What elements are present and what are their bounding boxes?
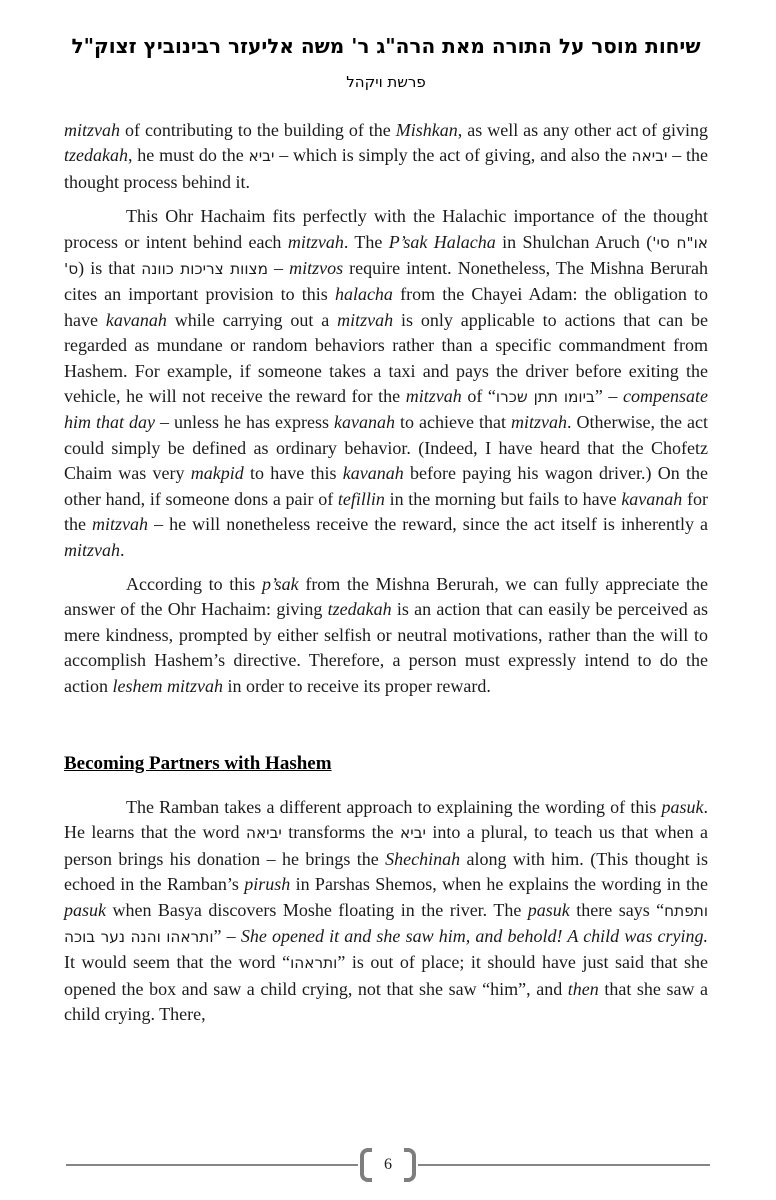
text-segment: ” –	[213, 925, 241, 946]
italic-text: mitzvah	[92, 514, 149, 535]
footer-rule-left	[66, 1164, 358, 1166]
text-segment: in Shulchan Aruch (	[495, 231, 653, 252]
hebrew-text: יביאה	[631, 147, 668, 166]
page-footer	[66, 1146, 710, 1184]
text-segment: . He learns that the word	[64, 796, 708, 843]
text-segment: It would seem that the word “	[64, 952, 291, 973]
text-segment: require intent. Nonetheless, The Mishna Berurah cites an important provision to this	[64, 258, 708, 305]
paragraph-2	[64, 204, 708, 563]
text-segment: there says “	[569, 899, 665, 920]
paragraph-1	[64, 118, 708, 195]
italic-text: pasuk	[527, 899, 570, 920]
italic-text: tefillin	[337, 488, 385, 509]
document-body	[64, 118, 708, 1028]
text-segment: – the thought process behind it.	[64, 145, 708, 192]
text-segment: along with him. (This thought is echoed in the Ramban’s	[64, 848, 708, 895]
hebrew-text: יביא	[248, 147, 275, 166]
text-segment: in order to receive its proper reward.	[222, 675, 491, 696]
text-segment: ” –	[594, 386, 624, 407]
page-header-hebrew-title: שיחות מוסר על התורה מאת הרה"ג ר' משה אליעזר רבינוביץ זצוק"ל	[71, 34, 701, 58]
italic-text: kavanah	[621, 488, 683, 509]
italic-text: tzedakah	[327, 599, 392, 620]
text-segment: to achieve that	[395, 412, 512, 433]
italic-text: then	[567, 978, 599, 999]
paragraph-4	[64, 795, 708, 1028]
text-segment: for the	[64, 488, 708, 535]
hebrew-text: ביומו תתן שכרו	[495, 388, 595, 407]
text-segment: . Otherwise, the act could simply be defined as ordinary behavior. (Indeed, I have heard that the Chofetz Chaim was very	[64, 412, 709, 484]
text-segment: This Ohr Hachaim fits perfectly with the Halachic importance of the thought process or intent behind each	[64, 206, 708, 252]
parsha-subtitle: פרשת ויקהל	[346, 73, 426, 91]
hebrew-text: מצוות צריכות כוונה	[141, 260, 268, 279]
text-segment: is only applicable to actions that can be regarded as mundane or random behaviors rather than a specific commandment from Hashem. For example, if someone takes a taxi and pays the driver before exiting the vehicle, he will not receive the reward for the	[64, 309, 708, 407]
italic-text: leshem mitzvah	[112, 675, 223, 696]
text-segment: The Ramban takes a different approach to explaining the wording of this	[126, 796, 662, 817]
hebrew-text: ותפתח ותראהו והנה נער בוכה	[64, 901, 708, 946]
italic-text: mitzvah	[64, 120, 120, 140]
text-segment: from the Chayei Adam: the obligation to have	[64, 284, 708, 330]
hebrew-text: יביא	[400, 824, 426, 843]
page-number-bracket-right	[404, 1148, 416, 1182]
text-segment: while carrying out a	[166, 309, 338, 330]
text-segment: , he must do the	[127, 145, 249, 166]
text-segment: into a plural, to teach us that when a person brings his donation – he brings the	[64, 822, 708, 869]
text-segment: before paying his wagon driver.) On the other hand, if someone dons a pair of	[64, 463, 708, 509]
italic-text: pasuk	[661, 796, 704, 817]
italic-text: pirush	[244, 874, 291, 895]
text-segment: transforms the	[281, 822, 401, 843]
text-segment: . The	[343, 231, 389, 252]
italic-text: makpid	[190, 463, 244, 484]
text-segment: of contributing to the building of the	[120, 120, 396, 140]
text-segment: when Basya discovers Moshe floating in the river. The	[106, 899, 528, 920]
page-number: 6	[384, 1156, 392, 1173]
text-segment: , as well as any other act of giving	[457, 120, 708, 140]
italic-text: mitzvah	[405, 386, 462, 407]
italic-text: tzedakah	[64, 145, 128, 166]
text-segment: that she saw a child crying. There,	[64, 978, 708, 1025]
italic-text: compensate him that day	[64, 386, 709, 433]
italic-text: mitzvos	[289, 258, 344, 279]
text-segment: ” is out of place; it should have just said that she opened the box and saw a child crying, not that she saw “him”, and	[64, 952, 708, 999]
italic-text: halacha	[334, 284, 393, 305]
page-number-bracket-left	[360, 1148, 372, 1182]
text-segment: .	[120, 539, 125, 560]
italic-text: Mishkan	[395, 120, 458, 140]
text-segment: from the Mishna Berurah, we can fully appreciate the answer of the Ohr Hachaim: giving	[64, 573, 708, 620]
text-segment: of “	[461, 386, 496, 407]
text-segment: is an action that can easily be perceived as mere kindness, prompted by either selfish or neutral motivations, rather than the will to accomplish Hashem’s directive. Therefore, a person must expressly intend to do the action	[64, 599, 708, 696]
footer-rule-right	[418, 1164, 710, 1166]
italic-text: mitzvah	[511, 412, 568, 433]
text-segment: to have this	[243, 463, 343, 484]
italic-text: kavanah	[105, 309, 167, 330]
text-segment: – which is simply the act of giving, and also the	[274, 145, 632, 166]
text-segment: According to this	[126, 573, 262, 594]
italic-text: Shechinah	[385, 848, 461, 869]
hebrew-text: או"ח סי' ס'	[64, 233, 708, 279]
italic-text: mitzvah	[287, 231, 344, 252]
italic-text: p’sak	[261, 573, 299, 594]
paragraph-3	[64, 572, 708, 699]
section-heading: Becoming Partners with Hashem	[64, 752, 332, 774]
text-segment: in Parshas Shemos, when he explains the wording in the	[290, 874, 708, 895]
italic-text: kavanah	[342, 463, 404, 484]
italic-text: pasuk	[64, 899, 106, 920]
text-segment: ) is that	[78, 258, 142, 279]
italic-text: mitzvah	[64, 539, 120, 560]
hebrew-text: יביאה	[245, 824, 282, 843]
text-segment: –	[267, 258, 290, 279]
hebrew-text: ותראהו	[290, 954, 338, 973]
italic-text: kavanah	[334, 412, 396, 433]
text-segment: – unless he has express	[155, 412, 335, 433]
text-segment: – he will nonetheless receive the reward, since the act itself is inherently a	[148, 514, 708, 535]
text-segment: in the morning but fails to have	[384, 488, 622, 509]
italic-text: mitzvah	[337, 309, 394, 330]
italic-text: She opened it and she saw him, and behold! A child was crying.	[240, 925, 708, 946]
italic-text: P’sak Halacha	[388, 231, 496, 252]
